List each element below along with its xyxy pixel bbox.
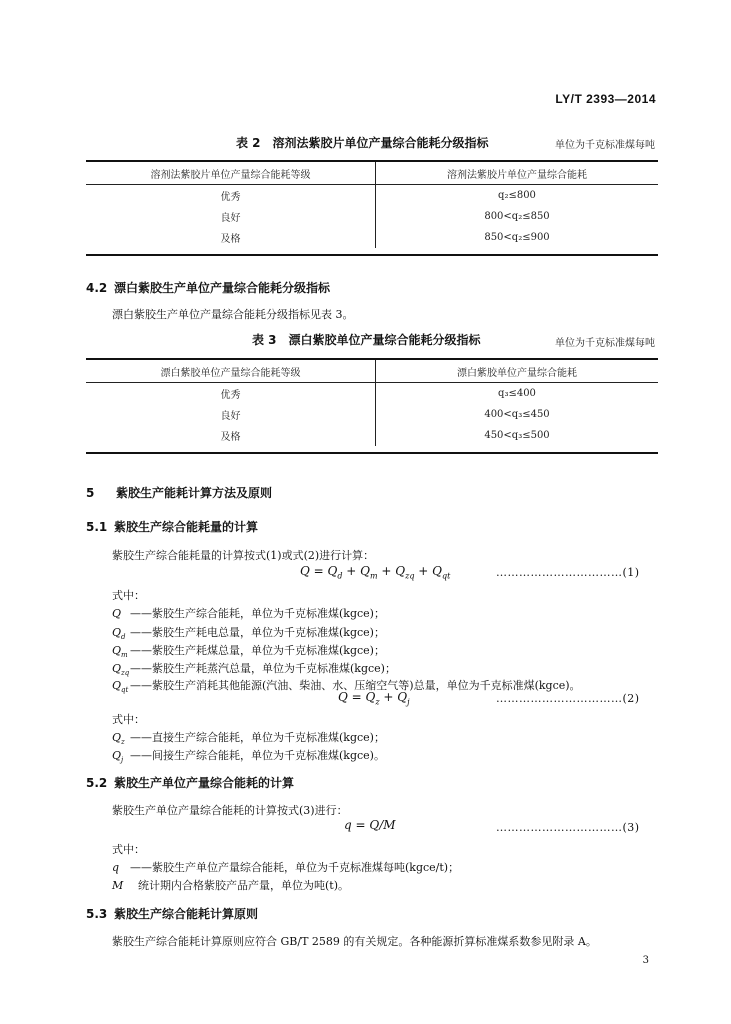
section-5-heading (86, 484, 272, 501)
table2 (86, 162, 658, 248)
table2-caption: 表 2 溶剂法紫胶片单位产量综合能耗分级指标 (236, 136, 489, 150)
table3-header-row (86, 360, 658, 383)
table2-grade: 优秀 (86, 185, 376, 207)
where-label: 式中： (112, 713, 145, 726)
table3 (86, 360, 658, 446)
section-title: 紫胶生产单位产量综合能耗的计算 (114, 776, 295, 790)
section-number: 5.3 (86, 907, 108, 921)
equation-3: q = Q/M (344, 818, 396, 832)
table2-range: q₂≤800 (498, 190, 536, 201)
section-5-1-intro: 紫胶生产综合能耗量的计算按式(1)或式(2)进行计算： (112, 549, 375, 562)
equation-1: $Q = Q_d + Q_m + Q_{zq} + Q_{qt}$ (300, 564, 451, 581)
section-4-2-heading (86, 279, 330, 296)
section-5-3-text: 紫胶生产综合能耗计算原则应符合 GB/T 2589 的有关规定。各种能源折算标准煤系数参见附录 A。 (112, 935, 597, 948)
equation-2: $Q = Q_z + Q_j$ (338, 690, 410, 707)
table3-grade: 良好 (86, 404, 376, 425)
table3-grade: 及格 (86, 425, 376, 446)
where-label: 式中： (112, 843, 145, 856)
definition-Qzq: $Q_{zq}——$紫胶生产耗蒸汽总量，单位为千克标准煤(kgce)； (112, 662, 396, 678)
section-title: 紫胶生产综合能耗量的计算 (114, 520, 259, 534)
section-5-3-heading (86, 905, 258, 922)
definition-Qz: $Q_z$ ——直接生产综合能耗，单位为千克标准煤(kgce)； (112, 731, 385, 747)
definition-Qj: $Q_j$ ——间接生产综合能耗，单位为千克标准煤(kgce)。 (112, 749, 385, 765)
definition-Qd: $Q_d$ ——紫胶生产耗电总量，单位为千克标准煤(kgce)； (112, 626, 385, 642)
definition-M: M 统计期内合格紫胶产品产量，单位为吨(t)。 (112, 879, 350, 892)
table-row (86, 425, 658, 446)
table3-caption: 表 3 漂白紫胶单位产量综合能耗分级指标 (252, 333, 481, 347)
table3-header-value: 漂白紫胶单位产量综合能耗 (376, 360, 659, 383)
table3-range: q₃≤400 (498, 388, 536, 399)
section-5-1-heading (86, 518, 258, 535)
section-number: 5 (86, 486, 95, 500)
table-row (86, 404, 658, 425)
section-5-2-intro: 紫胶生产单位产量综合能耗的计算按式(3)进行： (112, 804, 348, 817)
section-number: 5.2 (86, 776, 108, 790)
where-label: 式中： (112, 589, 145, 602)
section-4-2-text: 漂白紫胶生产单位产量综合能耗分级指标见表 3。 (112, 308, 354, 321)
table3-unit: 单位为千克标准煤每吨 (555, 338, 655, 349)
table-row (86, 383, 658, 405)
definition-Q: Q ——紫胶生产综合能耗，单位为千克标准煤(kgce)； (112, 607, 385, 620)
table2-header-row (86, 162, 658, 185)
section-title: 紫胶生产综合能耗计算原则 (114, 907, 259, 921)
section-number: 4.2 (86, 281, 108, 295)
table-row (86, 185, 658, 207)
table2-range: 850<q₂≤900 (484, 232, 550, 243)
table2-range: 800<q₂≤850 (484, 211, 550, 222)
definition-Qqt: $Q_{qt}$ ——紫胶生产消耗其他能源(汽油、柴油、水、压缩空气等)总量，单位为千克标准煤(kgce)。 (112, 679, 581, 695)
table2-grade: 良好 (86, 206, 376, 227)
table-row (86, 206, 658, 227)
page-number: 3 (642, 955, 649, 966)
equation-2-number: ……………………………(2) (496, 692, 640, 705)
equation-3-number: ……………………………(3) (496, 821, 640, 834)
definition-Qm: $Q_m$ ——紫胶生产耗煤总量，单位为千克标准煤(kgce)； (112, 644, 385, 660)
equation-1-number: ……………………………(1) (496, 566, 640, 579)
table2-header-value: 溶剂法紫胶片单位产量综合能耗 (376, 162, 659, 185)
table-row (86, 227, 658, 248)
table3-grade: 优秀 (86, 383, 376, 405)
table3-range: 400<q₃≤450 (484, 409, 550, 420)
section-title: 紫胶生产能耗计算方法及原则 (116, 486, 273, 500)
definition-q: q ——紫胶生产单位产量综合能耗，单位为千克标准煤每吨(kgce/t)； (112, 861, 460, 874)
table3-range: 450<q₃≤500 (484, 430, 550, 441)
table3-header-grade: 漂白紫胶单位产量综合能耗等级 (86, 360, 376, 383)
section-5-2-heading (86, 774, 294, 791)
table2-unit: 单位为千克标准煤每吨 (555, 140, 655, 151)
standard-code: LY/T 2393—2014 (555, 92, 656, 106)
section-title: 漂白紫胶生产单位产量综合能耗分级指标 (114, 281, 331, 295)
section-number: 5.1 (86, 520, 108, 534)
table2-grade: 及格 (86, 227, 376, 248)
table2-header-grade: 溶剂法紫胶片单位产量综合能耗等级 (86, 162, 376, 185)
